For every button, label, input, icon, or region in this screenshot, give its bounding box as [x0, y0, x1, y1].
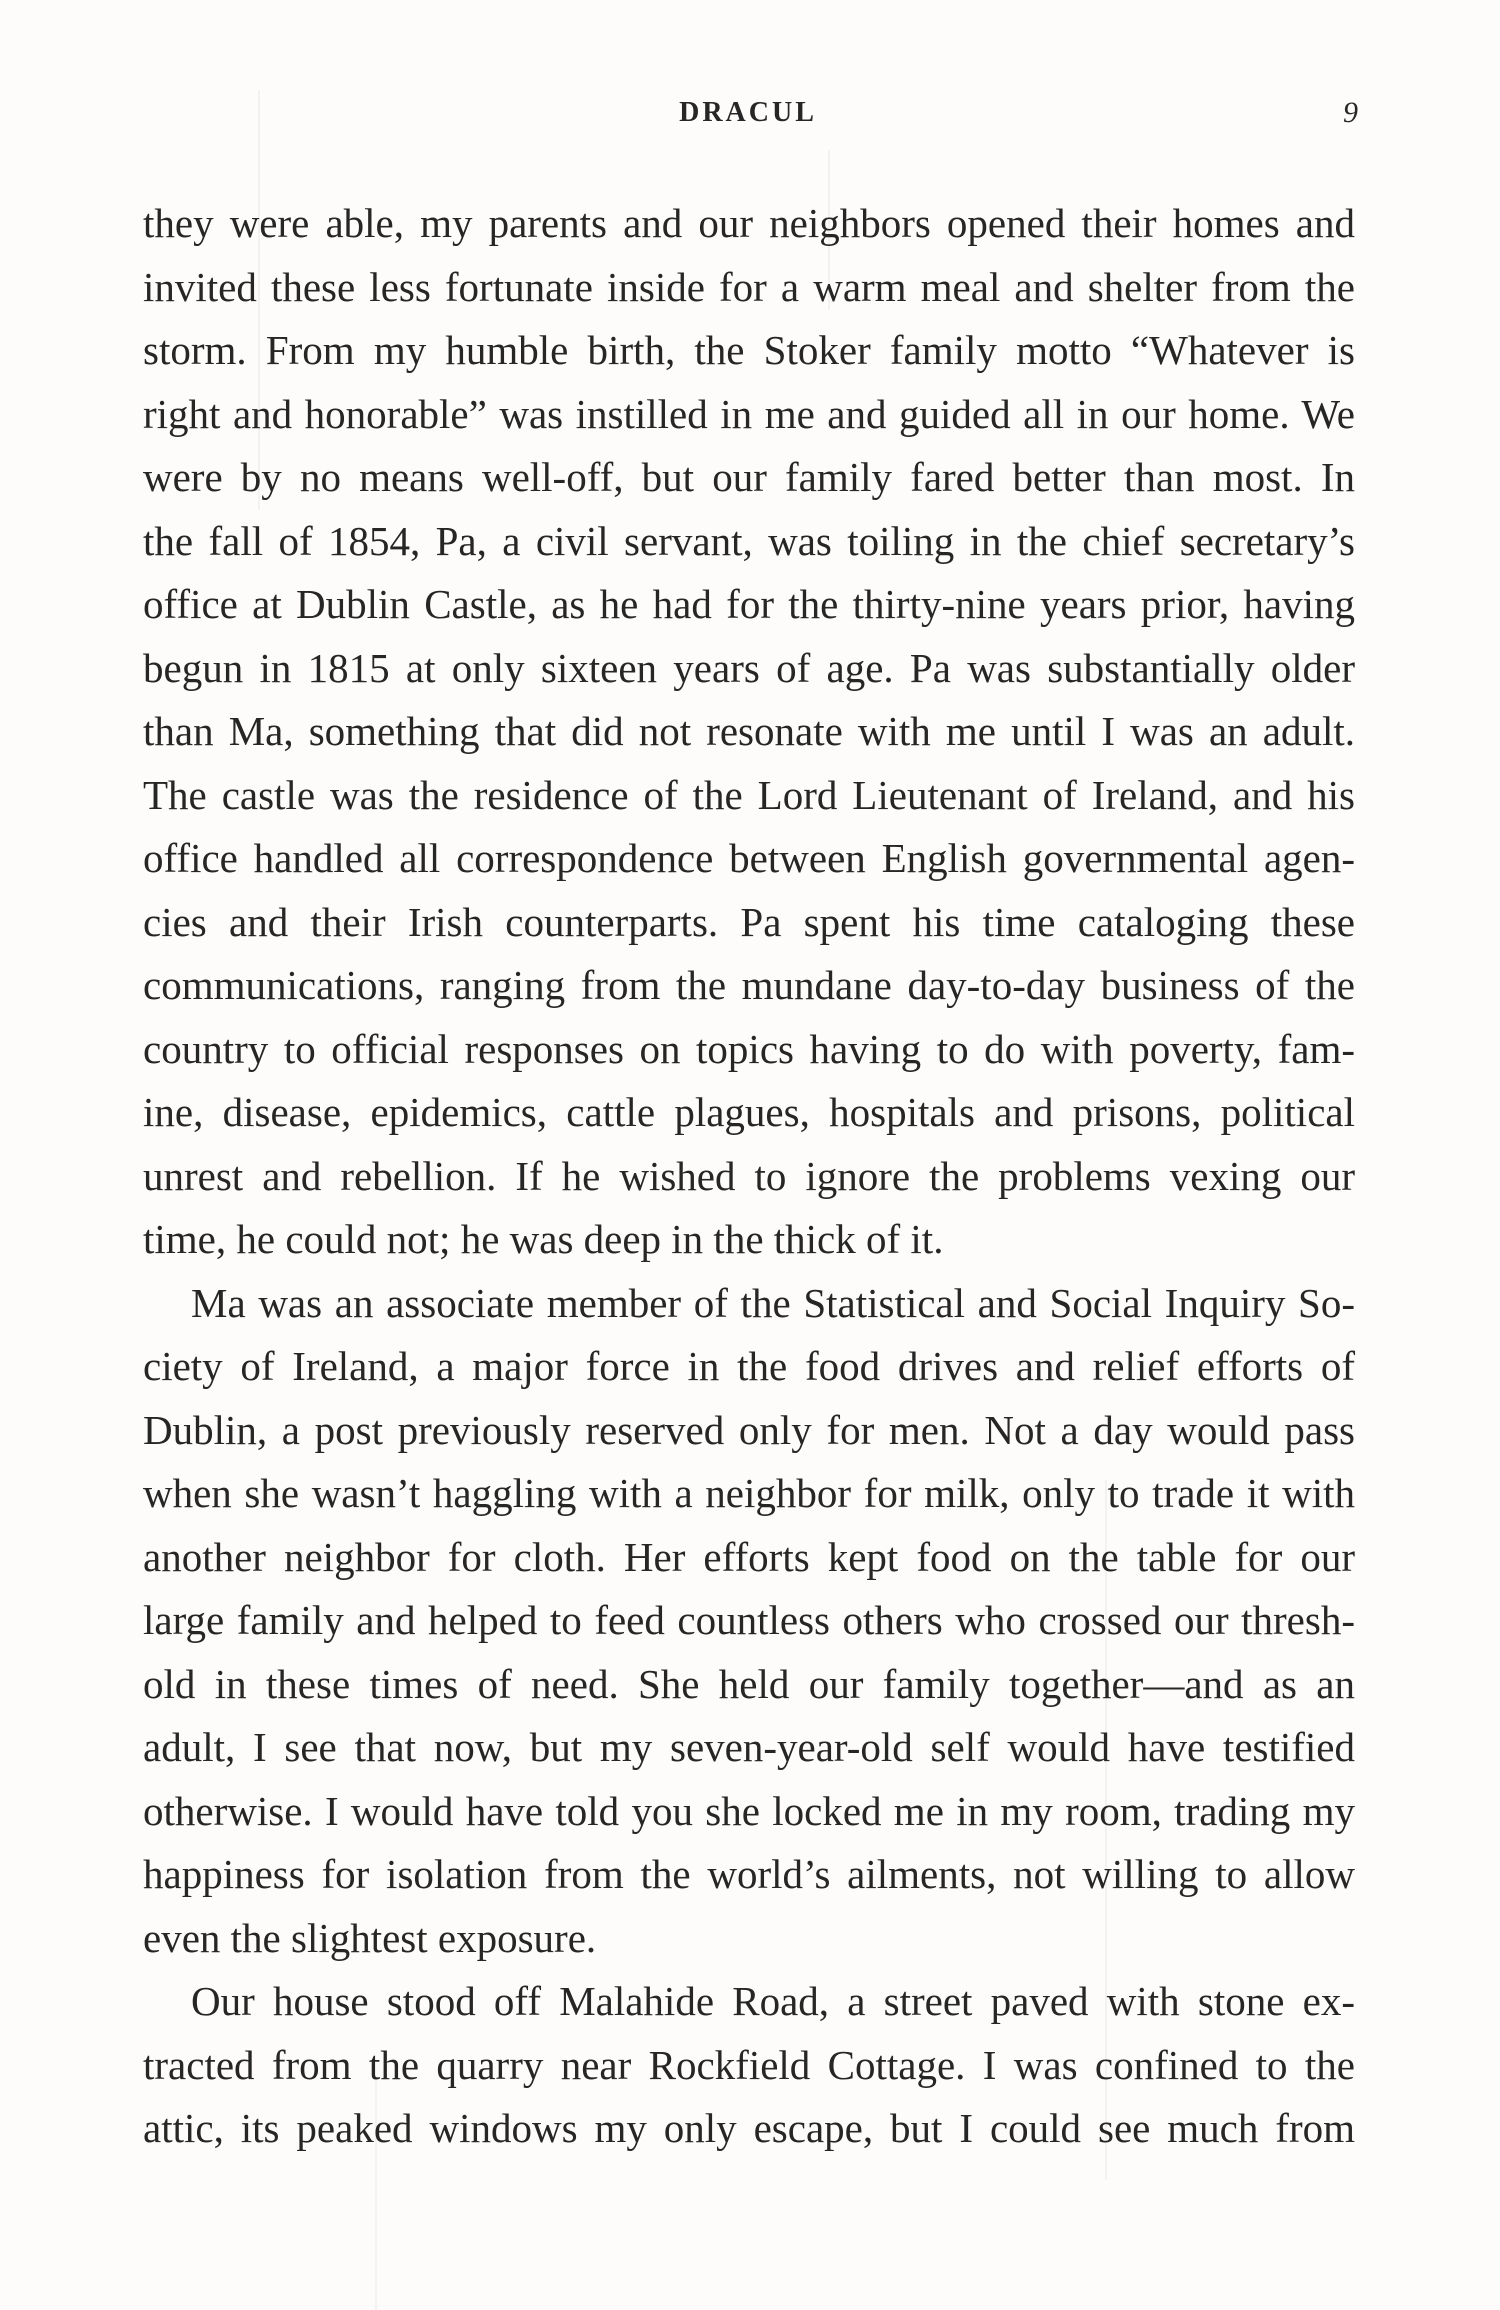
text-line: were by no means well-off, but our family fared better than most. In: [143, 454, 1355, 500]
text-line: time, he could not; he was deep in the thick of it.: [143, 1216, 944, 1262]
text-line: right and honorable” was instilled in me and guided all in our home. We: [143, 390, 1355, 437]
text-line: another neighbor for cloth. Her efforts kept food on the table for our: [143, 1533, 1355, 1580]
text-line: communications, ranging from the mundane day-to-day business of the: [143, 962, 1355, 1008]
text-line: storm. From my humble birth, the Stoker family motto “Whatever is: [143, 327, 1355, 373]
text-line: large family and helped to feed countless others who crossed our thresh-: [143, 1597, 1355, 1643]
text-line: office at Dublin Castle, as he had for the thirty-nine years prior, having: [143, 581, 1355, 627]
text-line: tracted from the quarry near Rockfield Cottage. I was confined to the: [143, 2041, 1355, 2088]
text-line: happiness for isolation from the world’s ailments, not willing to allow: [143, 1851, 1355, 1897]
text-line: adult, I see that now, but my seven-year-old self would have testified: [143, 1724, 1355, 1770]
text-line: invited these less fortunate inside for a warm meal and shelter from the: [143, 263, 1355, 310]
text-line: country to official responses on topics having to do with poverty, fam-: [143, 1025, 1355, 1072]
text-line: begun in 1815 at only sixteen years of age. Pa was substantially older: [143, 644, 1355, 691]
text-line: Dublin, a post previously reserved only for men. Not a day would pass: [143, 1406, 1355, 1453]
text-line: when she wasn’t haggling with a neighbor for milk, only to trade it with: [143, 1470, 1355, 1516]
text-line: old in these times of need. She held our family together—and as an: [143, 1660, 1355, 1707]
text-line: they were able, my parents and our neighbors opened their homes and: [143, 200, 1355, 246]
page-number: 9: [1343, 96, 1358, 129]
running-title: DRACUL: [679, 97, 817, 128]
text-line: even the slightest exposure.: [143, 1914, 597, 1961]
running-head: [0, 96, 1500, 130]
text-line: unrest and rebellion. If he wished to ignore the problems vexing our: [143, 1152, 1355, 1199]
text-line: cies and their Irish counterparts. Pa spent his time cataloging these: [143, 898, 1355, 945]
text-line: ciety of Ireland, a major force in the food drives and relief efforts of: [143, 1343, 1355, 1389]
text-line: attic, its peaked windows my only escape, but I could see much from: [143, 2105, 1355, 2151]
text-line: otherwise. I would have told you she locked me in my room, trading my: [143, 1787, 1355, 1834]
text-line: Our house stood off Malahide Road, a street paved with stone ex-: [191, 1978, 1355, 2024]
text-line: office handled all correspondence between English governmental agen-: [143, 835, 1355, 881]
text-line: the fall of 1854, Pa, a civil servant, was toiling in the chief secretary’s: [143, 517, 1355, 564]
text-line: Ma was an associate member of the Statistical and Social Inquiry So-: [191, 1279, 1355, 1326]
text-line: than Ma, something that did not resonate with me until I was an adult.: [143, 708, 1355, 754]
text-line: ine, disease, epidemics, cattle plagues, hospitals and prisons, political: [143, 1089, 1355, 1135]
text-line: The castle was the residence of the Lord Lieutenant of Ireland, and his: [143, 771, 1355, 818]
